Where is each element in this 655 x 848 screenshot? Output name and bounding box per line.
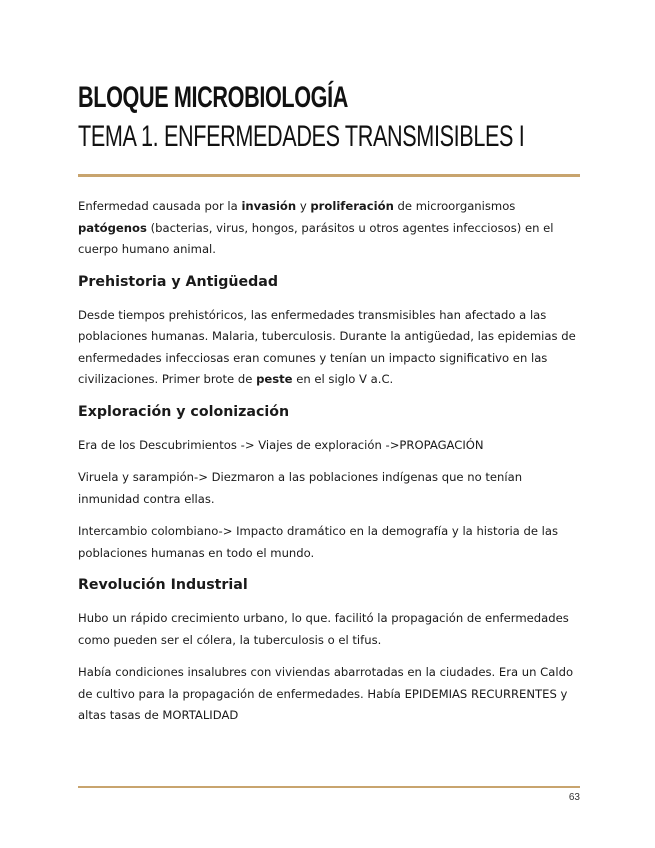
title-divider (78, 174, 580, 177)
document-body (78, 196, 580, 738)
block-title: BLOQUE MICROBIOLOGÍA (78, 81, 348, 114)
exploracion-paragraph-1: Era de los Descubrimientos -> Viajes de exploración ->PROPAGACIÓN (78, 437, 484, 452)
intro-text-1: Enfermedad causada por la (78, 199, 242, 213)
heading-prehistoria: Prehistoria y Antigüedad (78, 273, 279, 290)
intro-paragraph (78, 196, 580, 261)
title-block (78, 80, 580, 156)
intro-text-2: y (296, 199, 311, 213)
intro-bold-invasion: invasión (241, 199, 297, 213)
exploracion-paragraph-2: Viruela y sarampión-> Diezmaron a las poblaciones indígenas que no tenían inmunidad contra ellas. (78, 470, 523, 506)
topic-title: TEMA 1. ENFERMEDADES TRANSMISIBLES I (78, 120, 525, 153)
prehistoria-paragraph (78, 305, 580, 391)
intro-bold-proliferacion: proliferación (310, 199, 394, 213)
exploracion-paragraph-3: Intercambio colombiano-> Impacto dramático en la demografía y la historia de las poblaciones humanas en todo el mundo. (78, 524, 559, 560)
heading-exploracion: Exploración y colonización (78, 403, 290, 420)
revolucion-paragraph-1: Hubo un rápido crecimiento urbano, lo que. facilitó la propagación de enfermedades como pueden ser el cólera, la tuberculosis o el tifus. (78, 611, 569, 647)
revolucion-paragraph-2: Había condiciones insalubres con viviendas abarrotadas en la ciudades. Era un Caldo de cultivo para la propagación de enfermedades. Había EPIDEMIAS RECURRENTES y altas tasas de MORTALIDAD (78, 665, 574, 722)
prehistoria-text-end: en el siglo V a.C. (292, 372, 394, 386)
intro-text-3: de microorganismos (393, 199, 516, 213)
prehistoria-bold-peste: peste (256, 372, 293, 386)
footer-divider (78, 786, 580, 788)
prehistoria-text: Desde tiempos prehistóricos, las enfermedades transmisibles han afectado a las poblaciones humanas. Malaria, tuberculosis. Durante la antigüedad, las epidemias de enfermedades infecciosas eran comunes y tenían un impacto significativo en las civilizaciones. Primer brote de (78, 307, 576, 386)
intro-bold-patogenos: patógenos (78, 220, 147, 235)
page-number: 63 (568, 792, 580, 803)
heading-revolucion: Revolución Industrial (78, 577, 248, 593)
intro-text-4: (bacterias, virus, hongos, parásitos u otros agentes infecciosos) en el cuerpo humano animal. (78, 220, 554, 256)
